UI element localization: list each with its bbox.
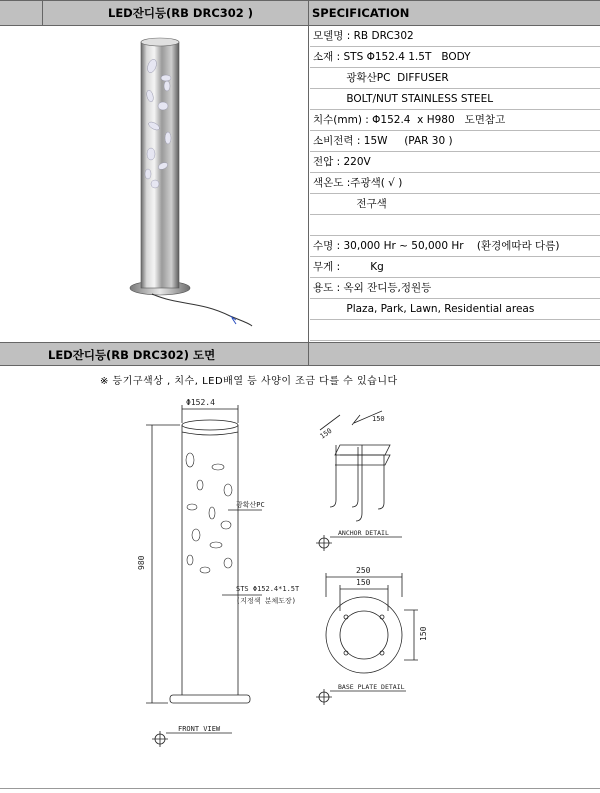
spec-row [310,257,600,278]
base-dim-inner: 150 [356,578,371,587]
pillar-base [170,695,250,703]
spec-row-text: 치수(mm) : Φ152.4 x H980 도면참고 [313,114,506,126]
spec-row [310,131,600,152]
technical-drawing [0,385,600,785]
spec-row [310,173,600,194]
base-view-label: BASE PLATE DETAIL [338,683,405,691]
spec-title: SPECIFICATION [312,6,410,20]
base-dim-side: 150 [419,626,428,641]
spec-row [310,215,600,236]
spec-row-text: BOLT/NUT STAINLESS STEEL [313,93,494,105]
spec-row-text: 수명 : 30,000 Hr ~ 50,000 Hr (환경에따라 다름) [313,240,560,252]
spec-row [310,236,600,257]
spec-row-text: 모델명 : RB DRC302 [313,30,414,42]
spec-row-text: 용도 : 옥외 잔디등,정원등 [313,282,432,294]
spec-row [310,194,600,215]
spec-row-text: 소재 : STS Φ152.4 1.5T BODY [313,51,471,63]
spec-row-text: 전압 : 220V [313,156,371,168]
drawing-title: LED잔디등(RB DRC302) 도면 [48,348,216,362]
disclaimer-note: ※ 등기구색상 , 치수, LED배열 등 사양이 조금 다를 수 있습니다 [100,376,398,387]
spec-row [310,89,600,110]
product-photo [0,26,308,342]
anchor-view-label: ANCHOR DETAIL [338,529,389,537]
base-dim-outer: 250 [356,566,371,575]
spec-row [310,320,600,341]
spec-row-text: 색온도 :주광색( √ ) [313,177,403,189]
anchor-dim-a: 150 [318,426,334,441]
spec-row [310,68,600,89]
spec-row-text [310,324,313,336]
body-label-1: STS Φ152.4*1.5T [236,585,300,593]
spec-row [310,47,600,68]
spec-row-text: 전구색 [313,198,387,210]
spec-row-text: 무게 : Kg [313,261,384,273]
spec-row-text: 소비전력 : 15W (PAR 30 ) [313,135,453,147]
diffuser-label: 광확산PC [236,501,265,509]
spec-row-text: Plaza, Park, Lawn, Residential areas [313,303,535,315]
spec-row [310,26,600,47]
height-label: 980 [137,555,146,570]
spec-row [310,110,600,131]
anchor-dim-b: 150 [372,415,385,423]
spec-row-text: 광확산PC DIFFUSER [313,72,449,84]
diffuser-cutouts [186,453,232,573]
product-title: LED잔디등(RB DRC302 ) [108,6,254,20]
top-header-bar [0,0,600,25]
diameter-label: Φ152.4 [186,398,215,407]
spec-row [310,278,600,299]
body-label-2: (지정색 분체도장) [236,597,296,605]
spec-row [310,299,600,320]
pillar-outline [182,425,238,695]
spec-row [310,152,600,173]
front-view-label: FRONT VIEW [178,725,221,733]
spec-row-text [310,219,313,231]
